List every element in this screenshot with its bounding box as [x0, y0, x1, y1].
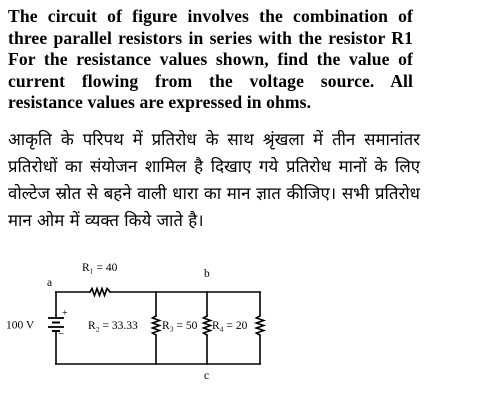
- battery-minus-sign: −: [58, 328, 65, 340]
- r1-label: R₁ = 40: [82, 262, 118, 274]
- circuit-diagram: [0, 255, 300, 402]
- question-english: The circuit of figure involves the combination of three parallel resistors in series with the resistor R1 For the resistance values shown, find the value of current flowing from the voltage source. All resistance values are expressed in ohms.: [8, 6, 413, 112]
- node-c-label: c: [204, 370, 210, 382]
- r3-label: R₃ = 50: [162, 320, 198, 332]
- r1-resistor: [90, 289, 110, 296]
- source-voltage-label: 100 V: [6, 319, 35, 332]
- node-a-label: a: [47, 277, 53, 289]
- r3-resistor: [204, 316, 211, 335]
- question-hindi: आकृति के परिपथ में प्रतिरोध के साथ श्रृंखला में तीन समानांतर प्रतिरोधों का संयोजन शामिल है दिखाए गये प्रतिरोध मानों के लिए वोल्टेज स्रोत से बहने वाली धारा का मान ज्ञात कीजिए। सभी प्रतिरोध मान ओम में व्यक्त किये जाते है।: [8, 129, 420, 230]
- node-b-label: b: [204, 268, 210, 280]
- r4-label: R₄ = 20: [212, 320, 248, 332]
- r2-resistor: [153, 316, 160, 335]
- r2-label: R₂ = 33.33: [88, 320, 138, 332]
- battery-plus-sign: +: [62, 308, 68, 319]
